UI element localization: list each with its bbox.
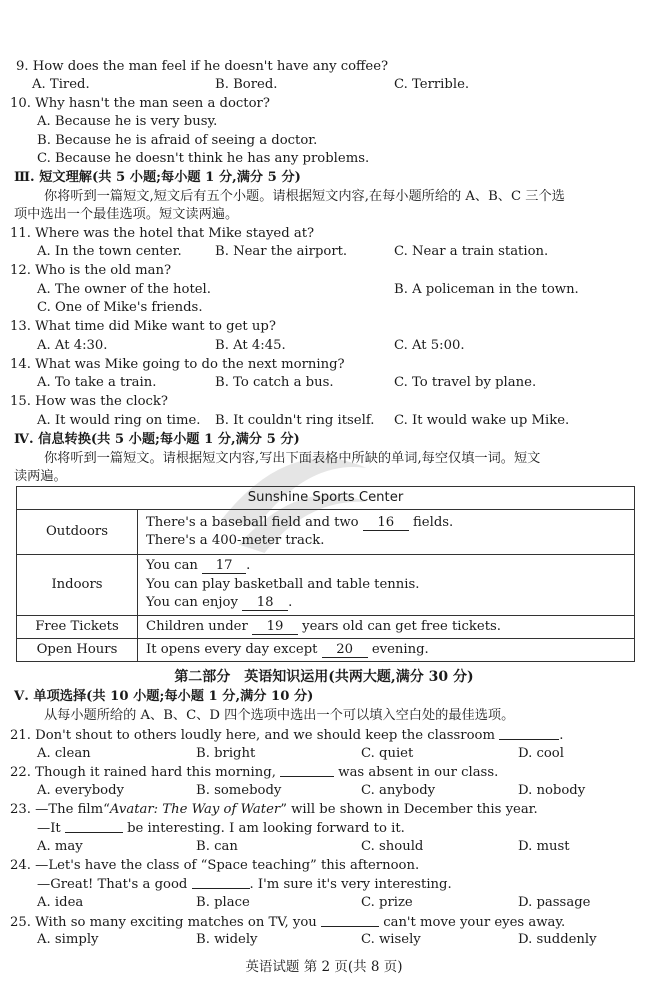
section-3-title: Ⅲ. 短文理解(共 5 小题;每小题 1 分,满分 5 分) [14,170,301,185]
q14-stem: 14. What was Mike going to do the next morning? [10,357,345,372]
q21-stem: 21. Don't shout to others loudly here, and we should keep the classroom . [10,728,564,743]
section-5-instruction: 从每小题所给的 A、B、C、D 四个选项中选出一个可以填入空白处的最佳选项。 [44,708,515,723]
q14-option-a: A. To take a train. [37,375,157,390]
q25-stem: 25. With so many exciting matches on TV, you can't move your eyes away. [10,915,566,930]
q25-option-c: C. wisely [361,932,421,947]
q12-option-a: A. The owner of the hotel. [37,282,211,297]
blank-20: 20 [322,642,368,658]
page-footer: 英语试题 第 2 页(共 8 页) [245,959,403,975]
q23-option-d: D. must [518,839,570,854]
blank-24 [192,875,250,889]
q22-option-a: A. everybody [37,783,124,798]
q21-option-b: B. bright [196,746,256,761]
table-title: Sunshine Sports Center [17,487,635,510]
row-label-outdoors: Outdoors [17,510,138,555]
q23-option-b: B. can [196,839,238,854]
q9-stem: 9. How does the man feel if he doesn't have any coffee? [16,59,389,74]
q21-option-d: D. cool [518,746,564,761]
section-4-instruction-cont: 读两遍。 [14,469,67,484]
section-5-title: Ⅴ. 单项选择(共 10 小题;每小题 1 分,满分 10 分) [14,689,314,704]
row-free-tickets: Children under 19 years old can get free tickets. [138,616,635,639]
row-label-open-hours: Open Hours [17,639,138,662]
q24-reply: —Great! That's a good . I'm sure it's very interesting. [37,877,452,892]
q15-stem: 15. How was the clock? [10,394,168,409]
q12-option-b: B. A policeman in the town. [394,282,579,297]
q25-option-d: D. suddenly [518,932,597,947]
q13-option-a: A. At 4:30. [37,338,108,353]
q10-option-a: A. Because he is very busy. [37,114,218,129]
q11-stem: 11. Where was the hotel that Mike stayed at? [10,226,315,241]
q21-option-a: A. clean [37,746,91,761]
q25-option-a: A. simply [37,932,99,947]
q13-option-c: C. At 5:00. [394,338,465,353]
row-indoors: You can 17 . You can play basketball and table tennis. You can enjoy 18 . [138,555,635,616]
q15-option-b: B. It couldn't ring itself. [215,413,375,428]
q23-option-a: A. may [37,839,83,854]
q24-option-d: D. passage [518,895,591,910]
blank-19: 19 [252,619,298,635]
q24-option-a: A. idea [37,895,84,910]
row-label-free-tickets: Free Tickets [17,616,138,639]
blank-18: 18 [242,595,288,611]
blank-16: 16 [363,515,409,531]
q15-option-a: A. It would ring on time. [37,413,201,428]
q10-option-c: C. Because he doesn't think he has any problems. [37,151,370,166]
q9-option-c: C. Terrible. [394,77,470,92]
q24-stem: 24. —Let's have the class of “Space teaching” this afternoon. [10,858,420,873]
q12-option-c: C. One of Mike's friends. [37,300,203,315]
q24-option-c: C. prize [361,895,413,910]
q25-option-b: B. widely [196,932,258,947]
q23-option-c: C. should [361,839,424,854]
section-4-title: Ⅳ. 信息转换(共 5 小题;每小题 1 分,满分 5 分) [14,432,300,447]
q15-option-c: C. It would wake up Mike. [394,413,570,428]
q11-option-c: C. Near a train station. [394,244,549,259]
blank-21 [499,726,559,740]
q23-reply: —It be interesting. I am looking forward to it. [37,821,405,836]
section-3-instruction: 你将听到一篇短文,短文后有五个小题。请根据短文内容,在每小题所给的 A、B、C 三个选 [44,189,565,204]
q22-option-b: B. somebody [196,783,282,798]
q22-stem: 22. Though it rained hard this morning, was absent in our class. [10,765,499,780]
q12-stem: 12. Who is the old man? [10,263,172,278]
q10-stem: 10. Why hasn't the man seen a doctor? [10,96,270,111]
q14-option-b: B. To catch a bus. [215,375,334,390]
q11-option-b: B. Near the airport. [215,244,348,259]
q22-option-c: C. anybody [361,783,436,798]
q14-option-c: C. To travel by plane. [394,375,537,390]
q9-option-a: A. Tired. [32,77,90,92]
row-outdoors: There's a baseball field and two 16 fields. There's a 400-meter track. [138,510,635,555]
row-open-hours: It opens every day except 20 evening. [138,639,635,662]
q10-option-b: B. Because he is afraid of seeing a doctor. [37,133,318,148]
q23-stem: 23. —The film“Avatar: The Way of Water” will be shown in December this year. [10,802,538,817]
q21-option-c: C. quiet [361,746,414,761]
row-label-indoors: Indoors [17,555,138,616]
section-3-instruction-cont: 项中选出一个最佳选项。短文读两遍。 [14,207,239,222]
q9-option-b: B. Bored. [215,77,278,92]
part-2-heading: 第二部分 英语知识运用(共两大题,满分 30 分) [174,669,474,685]
section-4-instruction: 你将听到一篇短文。请根据短文内容,写出下面表格中所缺的单词,每空仅填一词。短文 [44,451,541,466]
blank-22 [280,763,334,777]
q13-stem: 13. What time did Mike want to get up? [10,319,276,334]
blank-23 [65,819,123,833]
blank-25 [321,913,379,927]
q24-option-b: B. place [196,895,250,910]
info-table [16,486,635,662]
q11-option-a: A. In the town center. [37,244,182,259]
blank-17: 17 [202,558,246,574]
q13-option-b: B. At 4:45. [215,338,286,353]
q22-option-d: D. nobody [518,783,586,798]
